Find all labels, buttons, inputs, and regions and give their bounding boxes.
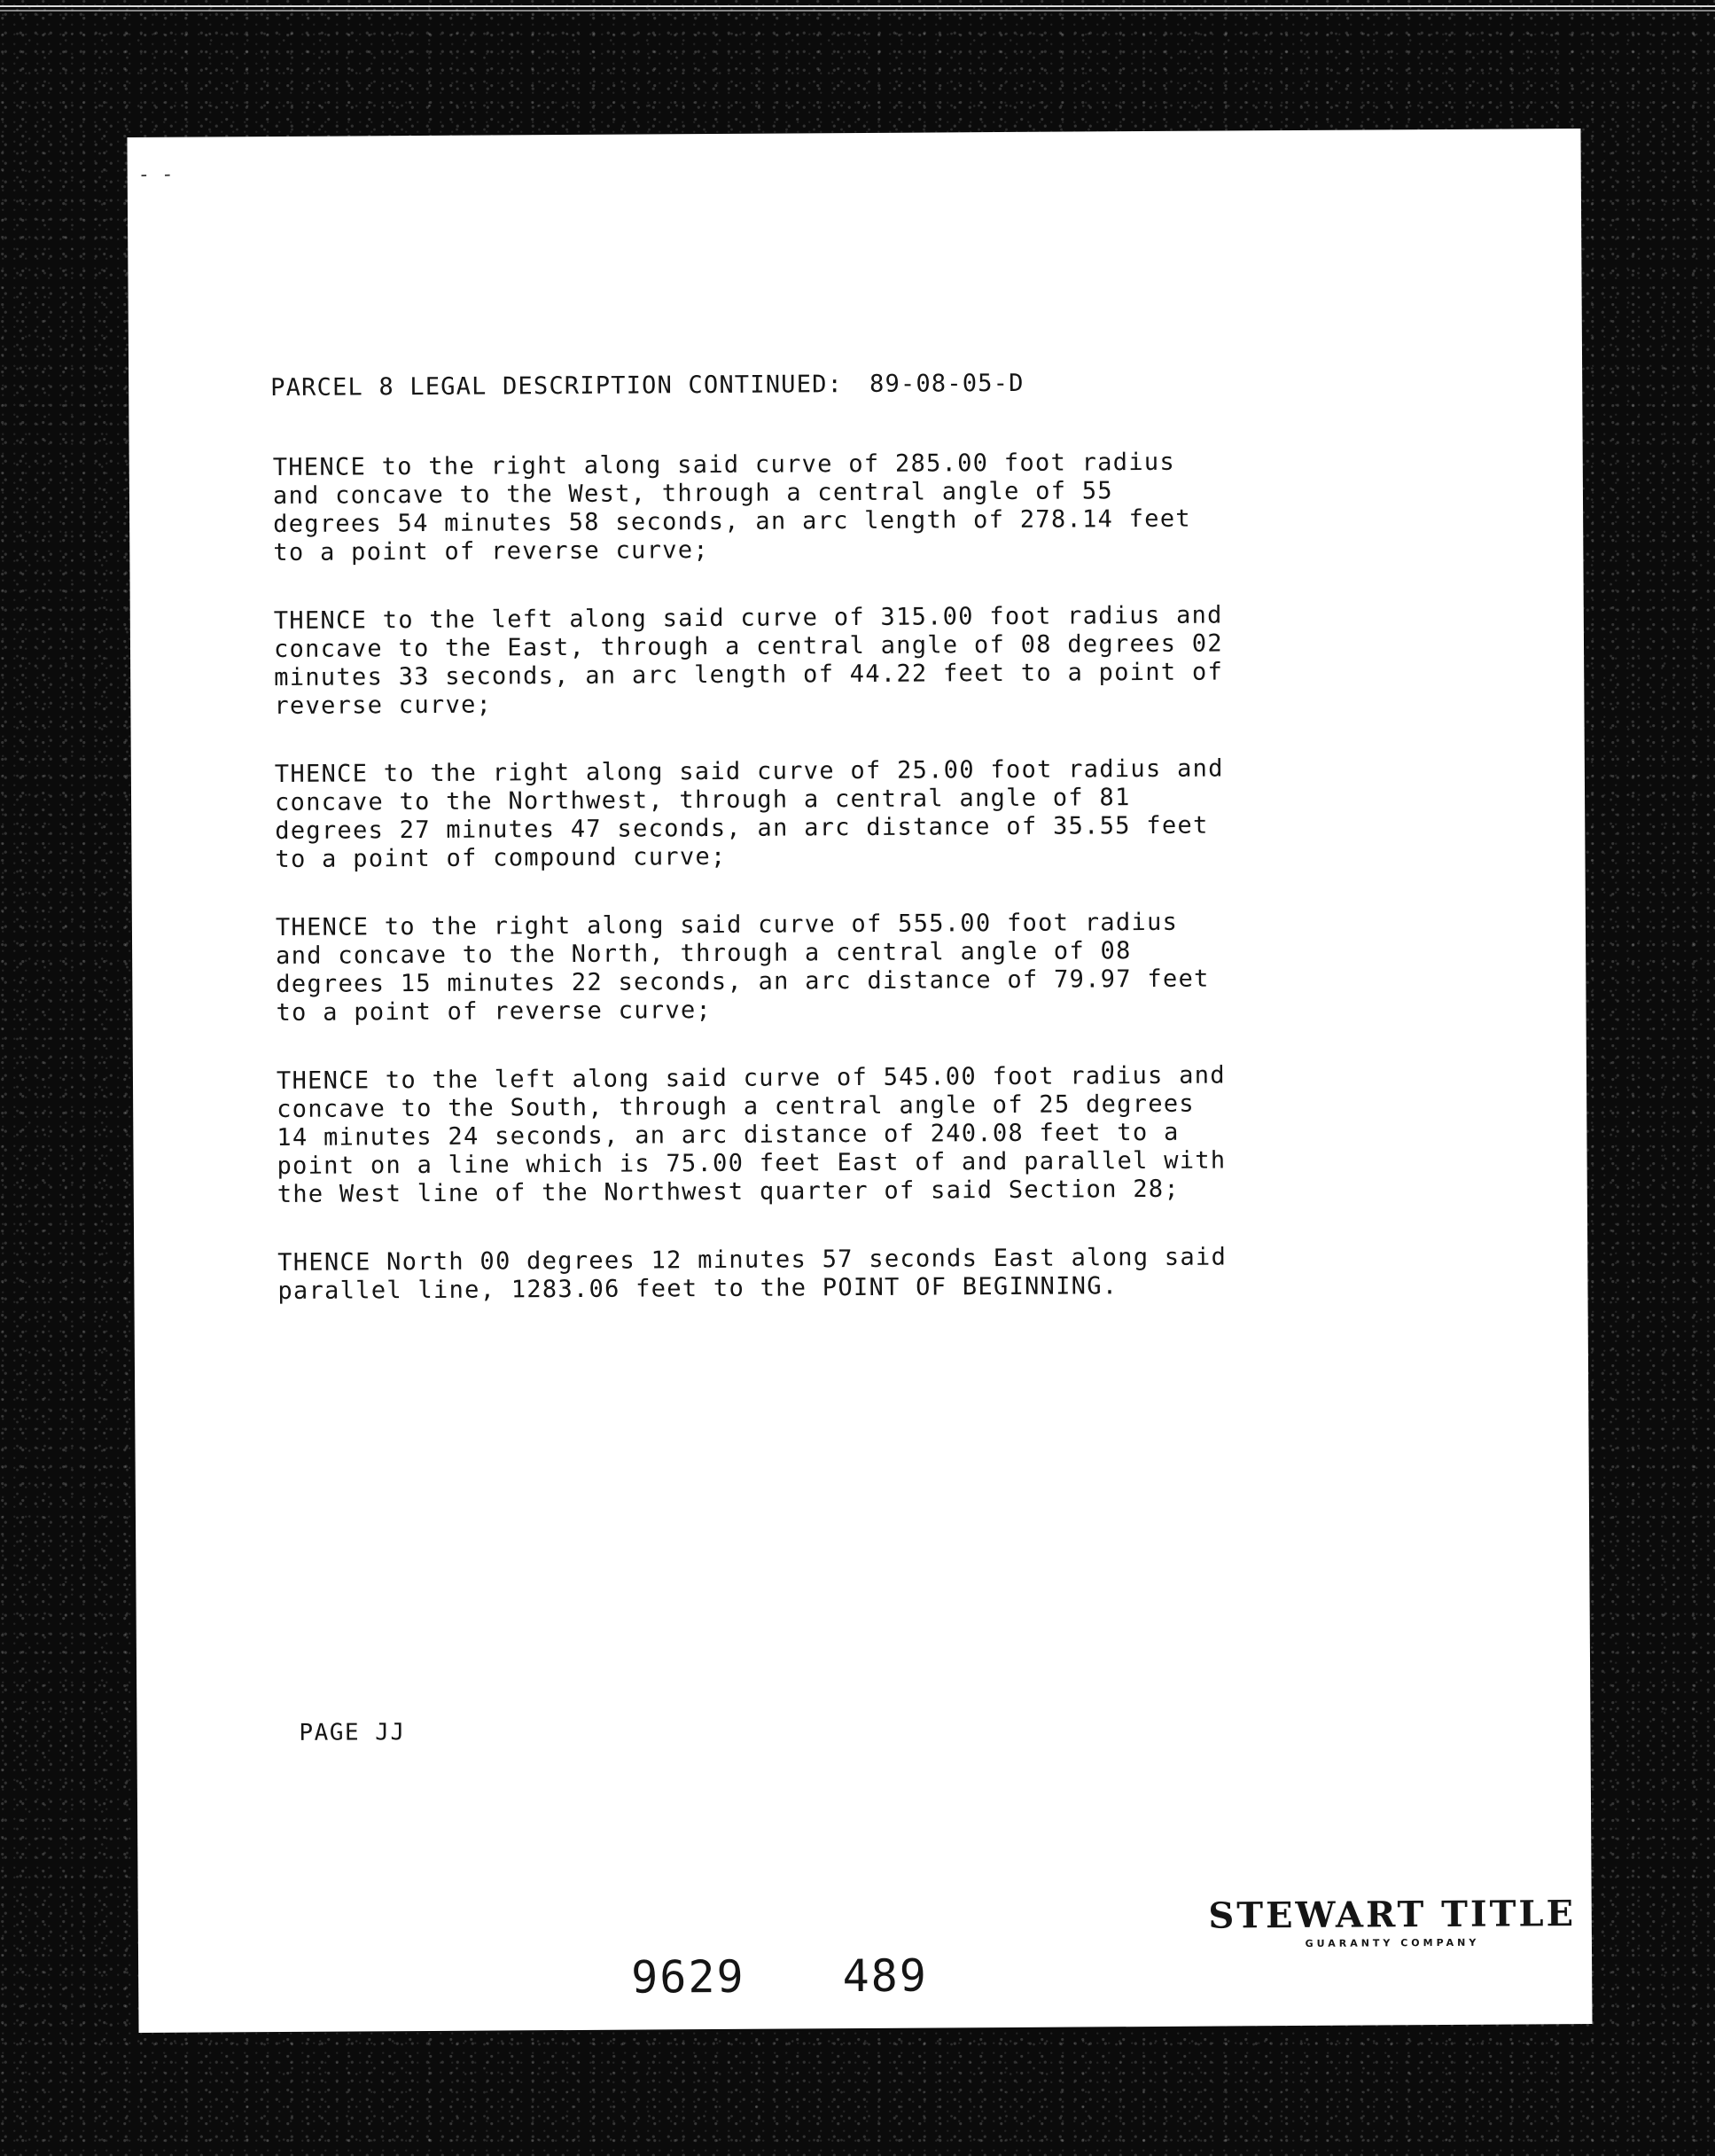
scan-top-edge-line bbox=[0, 5, 1715, 7]
legal-paragraph: THENCE to the left along said curve of 545.00 foot radius and concave to the South, through a central angle of 25 degrees 14 minutes 24 seconds, an arc distance of 240.08 feet to a point on a line which is 75.00 feet East of and parallel with the West line of the Northwest quarter of said Section 28; bbox=[276, 1061, 1227, 1209]
logo-name: STEWART TITLE bbox=[1208, 1893, 1577, 1937]
document-heading bbox=[270, 370, 1025, 402]
recording-stamp bbox=[631, 1950, 928, 2004]
logo-subtitle: GUARANTY COMPANY bbox=[1305, 1936, 1480, 1949]
legal-paragraph: THENCE to the right along said curve of 25.00 foot radius and concave to the Northwest, through a central angle of 81 degrees 27 minutes 47 seconds, an arc distance of 35.55 feet to a point of compound curve; bbox=[274, 754, 1224, 874]
corner-marks: - - bbox=[137, 163, 174, 186]
company-logo bbox=[1206, 1893, 1579, 1950]
page-label: PAGE JJ bbox=[299, 1719, 406, 1746]
stamp-number: 9629 bbox=[630, 1950, 745, 2004]
legal-paragraph: THENCE to the right along said curve of 285.00 foot radius and concave to the West, through a central angle of 55 degrees 54 minutes 58 seconds, an arc length of 278.14 feet to a point of reverse curve; bbox=[272, 448, 1192, 567]
legal-paragraph: THENCE to the left along said curve of 315.00 foot radius and concave to the East, through a central angle of 08 degrees 02 minutes 33 seconds, an arc length of 44.22 feet to a point of reverse curve; bbox=[273, 601, 1224, 721]
document-page bbox=[127, 129, 1592, 2033]
legal-paragraph: THENCE to the right along said curve of 555.00 foot radius and concave to the North, through a central angle of 08 degrees 15 minutes 22 seconds, an arc distance of 79.97 feet to a point of reverse curve; bbox=[275, 908, 1210, 1027]
heading-reference: 89-08-05-D bbox=[869, 369, 1025, 398]
stamp-number: 489 bbox=[842, 1949, 929, 2003]
heading-title: PARCEL 8 LEGAL DESCRIPTION CONTINUED: bbox=[270, 371, 844, 402]
scan-top-edge-line bbox=[0, 10, 1715, 12]
legal-description-body bbox=[273, 448, 1298, 1346]
legal-paragraph: THENCE North 00 degrees 12 minutes 57 seconds East along said parallel line, 1283.06 feet to the POINT OF BEGINNING. bbox=[277, 1243, 1228, 1306]
